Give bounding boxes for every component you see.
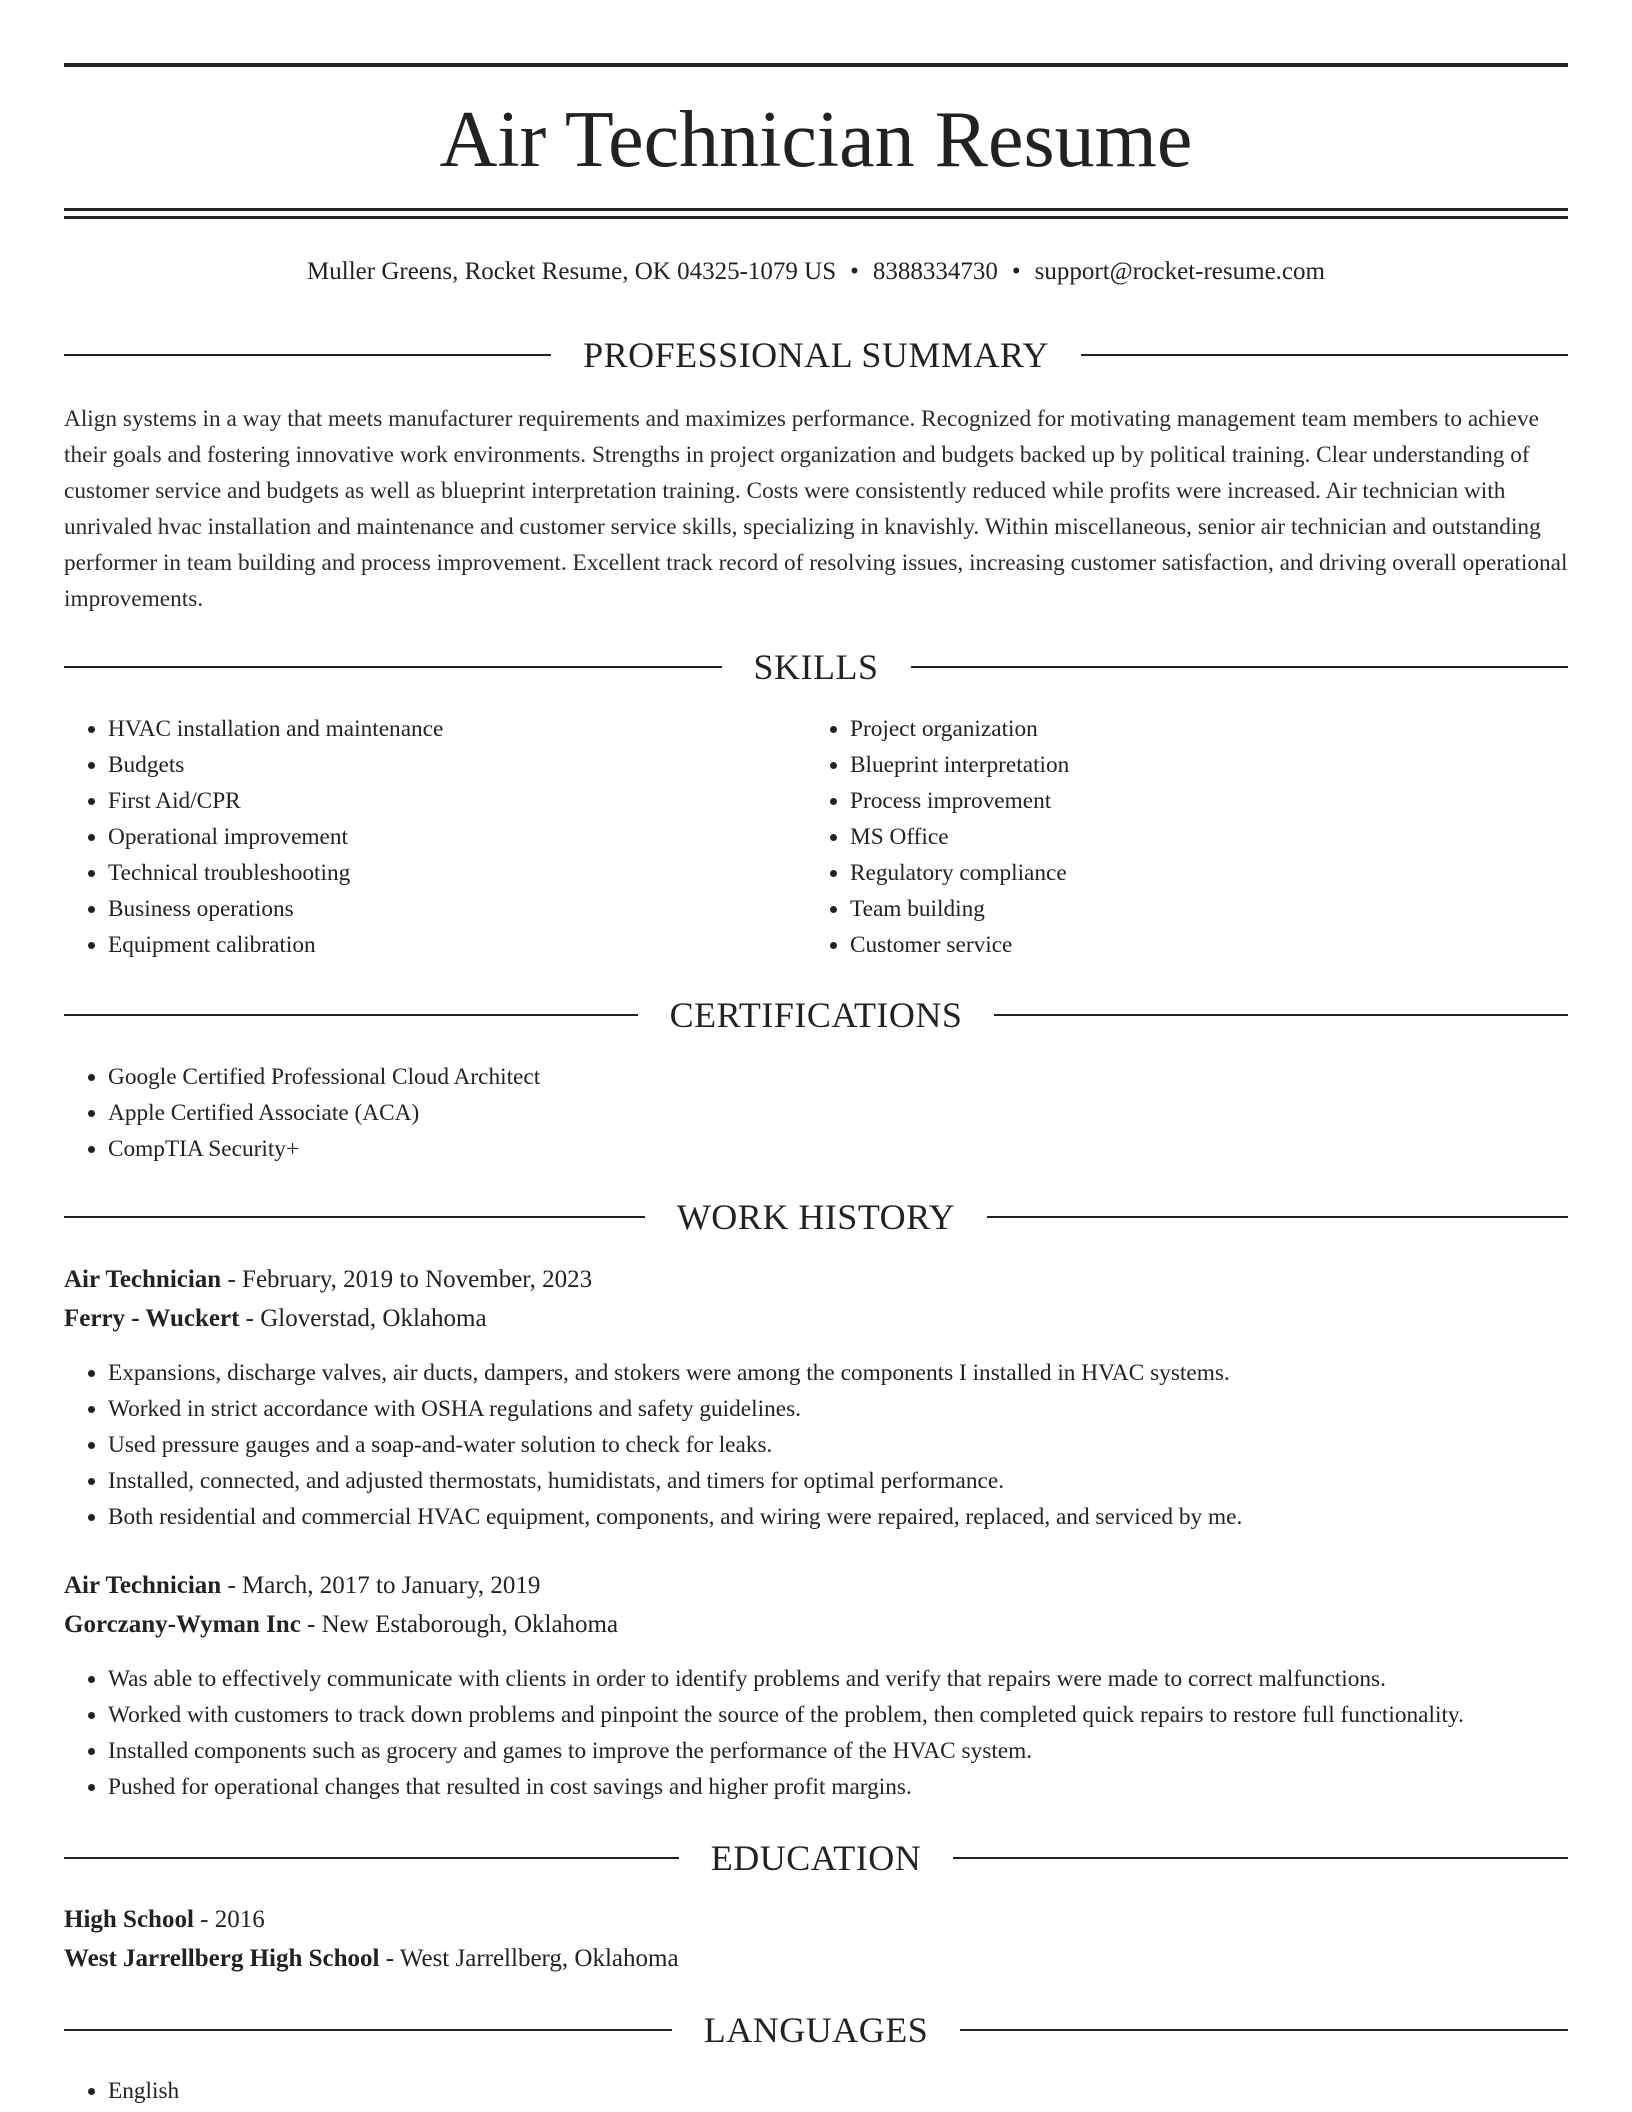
skill-item: • Technical troubleshooting: [108, 855, 788, 891]
title-rule-lower: [64, 216, 1568, 219]
education-degree: High School: [64, 1906, 194, 1933]
job-company-line: [64, 1607, 618, 1643]
skill-item: • First Aid/CPR: [108, 783, 788, 819]
job-title: Air Technician: [64, 1266, 222, 1293]
section-title: LANGUAGES: [703, 2010, 929, 2050]
skills-list-left: [64, 711, 788, 963]
job-bullets: [64, 1355, 1628, 1535]
job-company: Ferry - Wuckert: [64, 1305, 240, 1332]
skill-item: • Budgets: [108, 747, 788, 783]
section-rule: [64, 2029, 672, 2031]
job-bullet: • Worked with customers to track down problems and pinpoint the source of the problem, then completed quick repairs to restore full functionality.: [108, 1697, 1628, 1733]
section-rule: [987, 1216, 1568, 1218]
skill-item: • Operational improvement: [108, 819, 788, 855]
languages-list: [64, 2073, 708, 2109]
skills-list-right: [806, 711, 1550, 963]
job-dates: - March, 2017 to January, 2019: [221, 1572, 541, 1599]
section-rule: [994, 1014, 1568, 1016]
skill-item: • Equipment calibration: [108, 927, 788, 963]
section-title: SKILLS: [753, 647, 879, 687]
skill-item: • Process improvement: [850, 783, 1550, 819]
top-rule: [64, 63, 1568, 67]
section-rule: [64, 666, 722, 668]
section-title: WORK HISTORY: [676, 1197, 956, 1237]
job-location: - Gloverstad, Oklahoma: [239, 1305, 487, 1332]
job-location: - New Estaborough, Oklahoma: [300, 1611, 619, 1638]
skill-item: • MS Office: [850, 819, 1550, 855]
skill-item: • Project organization: [850, 711, 1550, 747]
summary-text: Align systems in a way that meets manufacturer requirements and maximizes performance. Recognized for motivating management team members to achieve their goals and fostering innovative work environments. Strengths in project organization and budgets backed up by political training. Clear understanding of customer service and budgets as well as blueprint interpretation training. Costs were consistently reduced while profits were increased. Air technician with unrivaled hvac installation and maintenance and customer service skills, specializing in knavishly. Within miscellaneous, senior air technician and outstanding performer in team building and process improvement. Excellent track record of resolving issues, increasing customer satisfaction, and driving overall operational improvements.: [64, 406, 1568, 612]
job-bullet: • Expansions, discharge valves, air ducts, dampers, and stokers were among the components I installed in HVAC systems.: [108, 1355, 1628, 1391]
contact-separator: •: [850, 258, 859, 285]
skill-item: • Customer service: [850, 927, 1550, 963]
skill-item: • Team building: [850, 891, 1550, 927]
section-header-summary: [64, 333, 1568, 377]
contact-email: support@rocket-resume.com: [1034, 258, 1325, 285]
education-year: - 2016: [193, 1906, 265, 1933]
skill-item: • HVAC installation and maintenance: [108, 711, 788, 747]
job-title-line: [64, 1568, 540, 1604]
section-title: EDUCATION: [710, 1838, 922, 1878]
section-title: PROFESSIONAL SUMMARY: [583, 335, 1049, 375]
job-bullets: [64, 1661, 1628, 1805]
section-rule: [64, 1857, 679, 1859]
section-header-languages: [64, 2008, 1568, 2052]
job-bullet: • Installed components such as grocery and games to improve the performance of the HVAC system.: [108, 1733, 1628, 1769]
language-item: • English: [108, 2073, 708, 2109]
job-bullet: • Pushed for operational changes that resulted in cost savings and higher profit margins.: [108, 1769, 1628, 1805]
contact-separator: •: [1011, 258, 1021, 285]
job-bullet: • Was able to effectively communicate with clients in order to identify problems and verify that repairs were made to correct malfunctions.: [108, 1661, 1628, 1697]
resume-title: Air Technician Resume: [439, 96, 1193, 184]
section-rule: [64, 1216, 645, 1218]
title-rule-upper: [64, 208, 1568, 211]
certification-item: • Apple Certified Associate (ACA): [108, 1095, 1508, 1131]
contact-phone: 8388334730: [872, 258, 998, 285]
certification-item: • Google Certified Professional Cloud Architect: [108, 1059, 1508, 1095]
education-location: - West Jarrellberg, Oklahoma: [379, 1945, 679, 1972]
job-company-line: [64, 1301, 487, 1337]
education-school: West Jarrellberg High School: [64, 1945, 380, 1972]
section-rule: [953, 1857, 1568, 1859]
job-bullet: • Used pressure gauges and a soap-and-water solution to check for leaks.: [108, 1427, 1628, 1463]
job-bullet: • Worked in strict accordance with OSHA regulations and safety guidelines.: [108, 1391, 1628, 1427]
job-bullet: • Installed, connected, and adjusted thermostats, humidistats, and timers for optimal performance.: [108, 1463, 1628, 1499]
job-title-line: [64, 1262, 592, 1298]
contact-address: Muller Greens, Rocket Resume, OK 04325-1079 US: [307, 258, 837, 285]
section-rule: [911, 666, 1569, 668]
section-header-skills: [64, 645, 1568, 689]
job-dates: - February, 2019 to November, 2023: [221, 1266, 593, 1293]
skill-item: • Business operations: [108, 891, 788, 927]
job-company: Gorczany-Wyman Inc: [64, 1611, 301, 1638]
education-school-line: [64, 1941, 679, 1977]
section-rule: [64, 1014, 638, 1016]
certification-item: • CompTIA Security+: [108, 1131, 1508, 1167]
certifications-list: [64, 1059, 1508, 1167]
section-title: CERTIFICATIONS: [669, 995, 963, 1035]
job-title: Air Technician: [64, 1572, 222, 1599]
section-header-work-history: [64, 1195, 1568, 1239]
section-rule: [960, 2029, 1568, 2031]
skill-item: • Regulatory compliance: [850, 855, 1550, 891]
contact-line: [64, 255, 1568, 289]
section-header-education: [64, 1836, 1568, 1880]
section-rule: [1081, 354, 1568, 356]
education-degree-line: [64, 1902, 265, 1938]
section-rule: [64, 354, 551, 356]
job-bullet: • Both residential and commercial HVAC equipment, components, and wiring were repaired, replaced, and serviced by me.: [108, 1499, 1628, 1535]
section-header-certifications: [64, 993, 1568, 1037]
skill-item: • Blueprint interpretation: [850, 747, 1550, 783]
